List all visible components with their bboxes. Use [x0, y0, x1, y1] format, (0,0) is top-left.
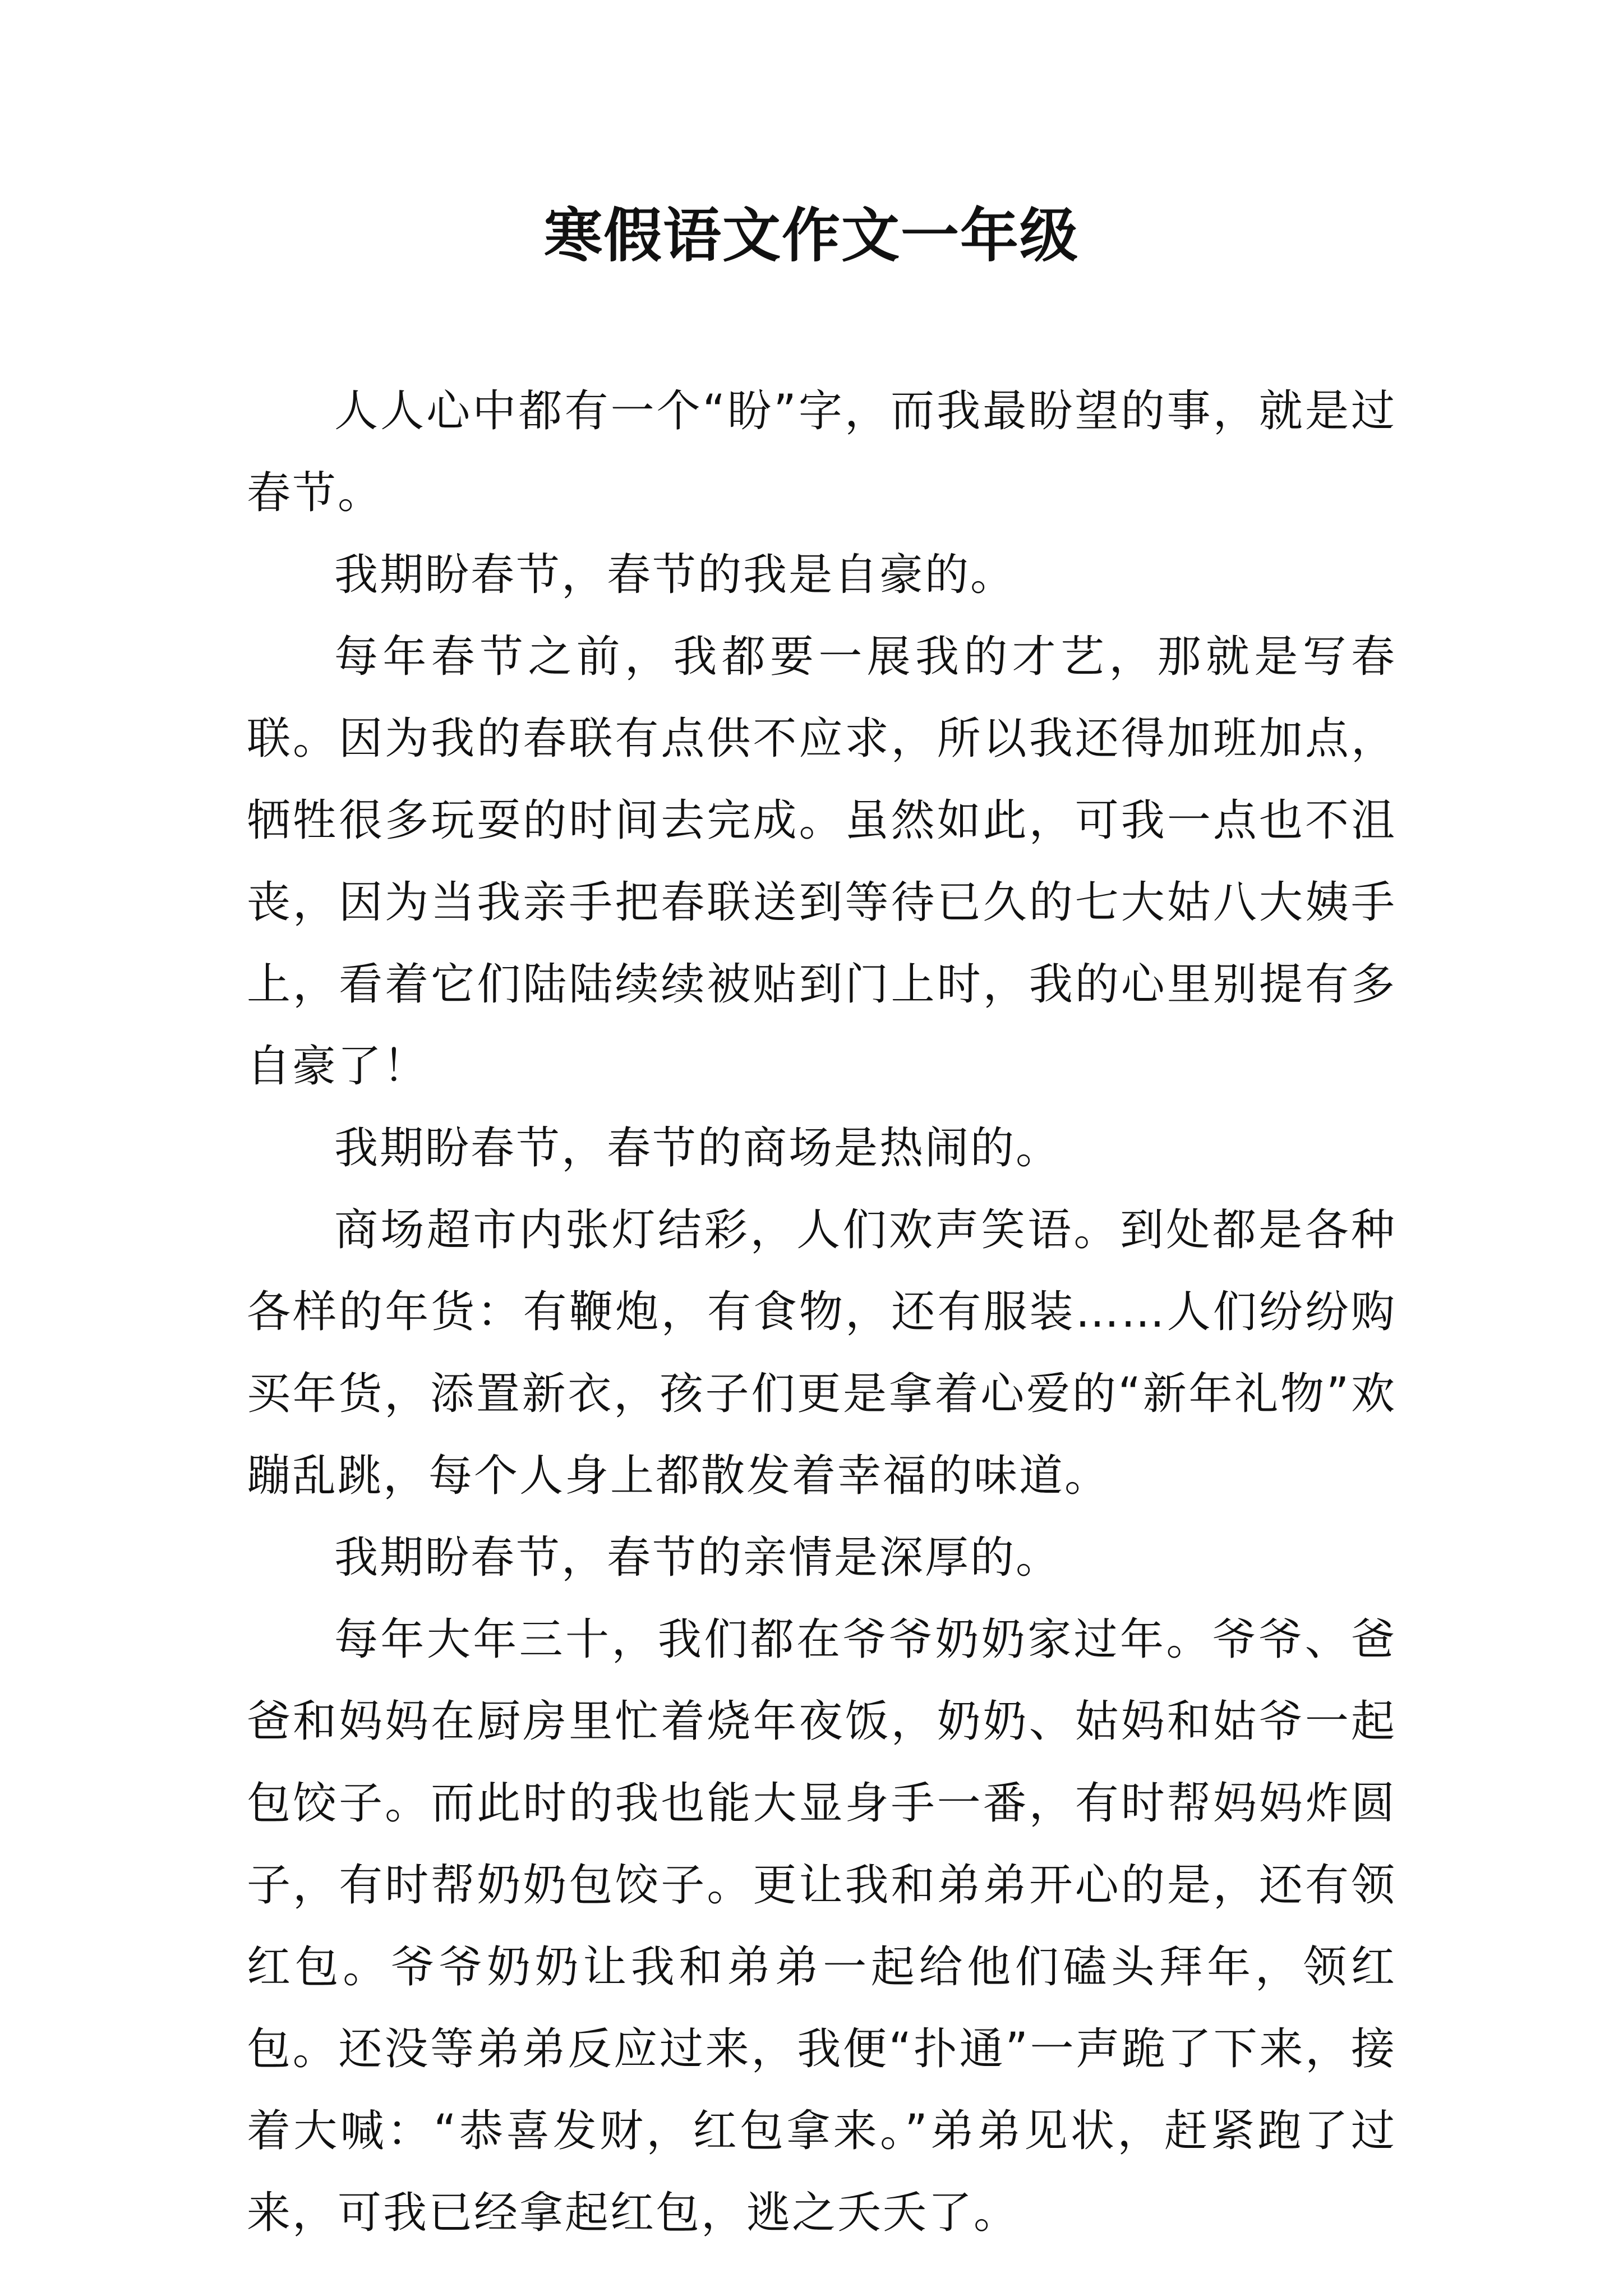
paragraph-7: 每年大年三十，我们都在爷爷奶奶家过年。爷爷、爸爸和妈妈在厨房里忙着烧年夜饭，奶奶、姑妈和姑爷一起包饺子。而此时的我也能大显身手一番，有时帮妈妈炸圆子，有时帮奶奶包饺子。更让我和弟弟开心的是，还有领红包。爷爷奶奶让我和弟弟一起给他们磕头拜年，领红包。还没等弟弟反应过来，我便“扑通”一声跪了下来，接着大喊：“恭喜发财，红包拿来。”弟弟见状，赶紧跑了过来，可我已经拿起红包，逃之夭夭了。	[247, 1614, 1396, 2238]
paragraph-1: 人人心中都有一个“盼”字，而我最盼望的事，就是过春节。	[247, 386, 1396, 518]
paragraph-4: 我期盼春节，春节的商场是热闹的。	[334, 1123, 1062, 1174]
document-body	[247, 370, 1396, 2254]
paragraph-2: 我期盼春节，春节的我是自豪的。	[334, 550, 1016, 600]
document-title: 寒假语文作文一年级	[543, 201, 1079, 270]
paragraph-3: 每年春节之前，我都要一展我的才艺，那就是写春联。因为我的春联有点供不应求，所以我还得加班加点，牺牲很多玩耍的时间去完成。虽然如此，可我一点也不沮丧，因为当我亲手把春联送到等待已久的七大姑八大姨手上，看着它们陆陆续续被贴到门上时，我的心里别提有多自豪了！	[247, 632, 1396, 1092]
paragraph-6: 我期盼春节，春节的亲情是深厚的。	[334, 1533, 1062, 1583]
paragraph-5: 商场超市内张灯结彩，人们欢声笑语。到处都是各种各样的年货：有鞭炮，有食物，还有服装……人们纷纷购买年货，添置新衣，孩子们更是拿着心爱的“新年礼物”欢蹦乱跳，每个人身上都散发着幸福的味道。	[247, 1205, 1396, 1501]
